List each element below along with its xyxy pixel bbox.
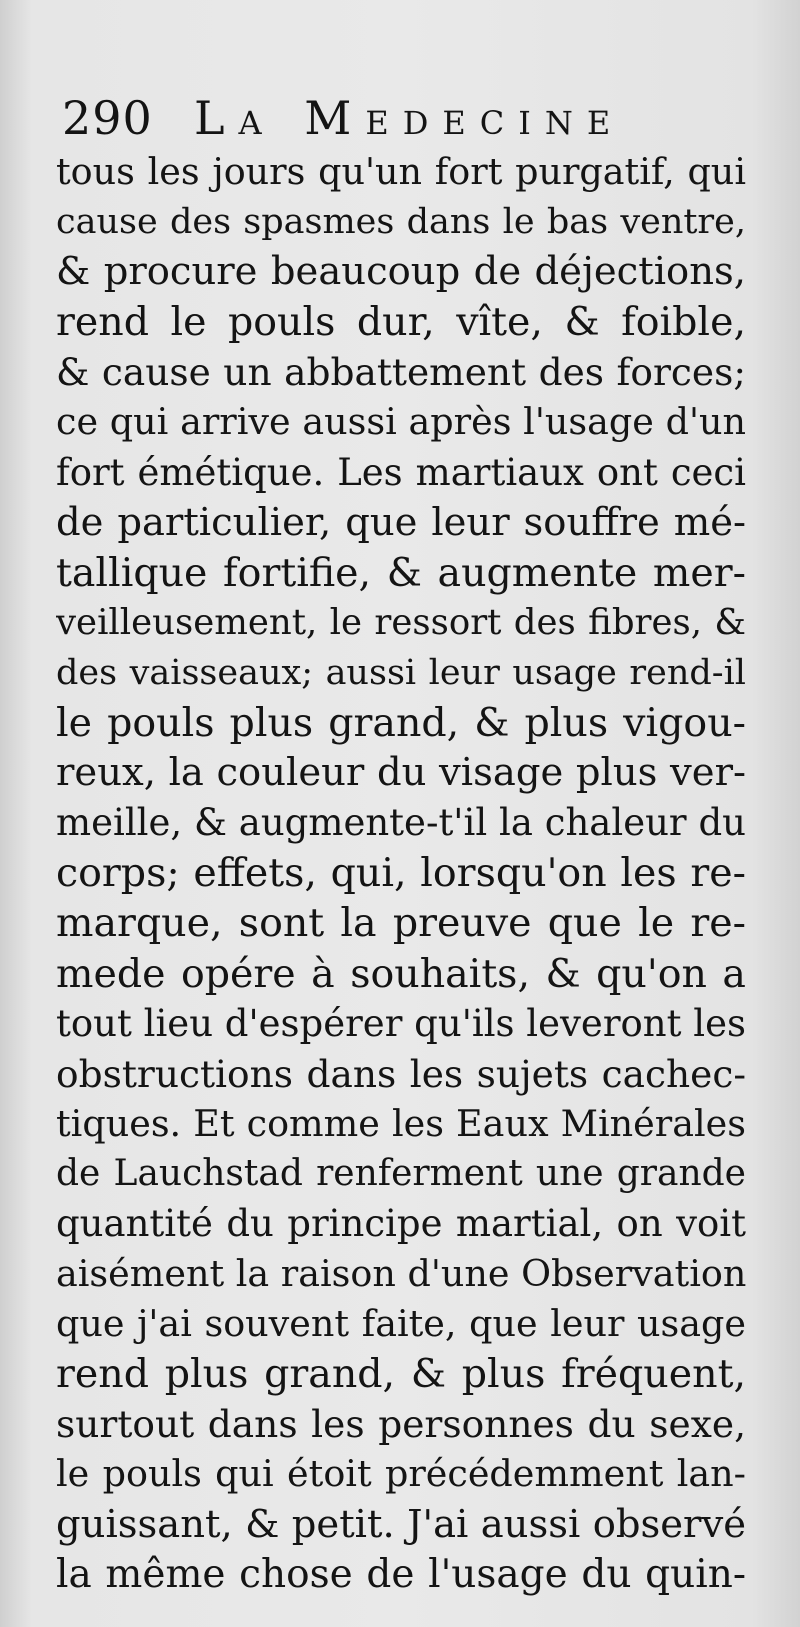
page-number: 290	[62, 91, 153, 145]
text-line: & cause un abbattement des forces;	[56, 350, 746, 395]
text-line: la même chose de l'usage du quin-	[56, 1551, 746, 1597]
text-line: corps; effets, qui, lorsqu'on les re-	[56, 850, 746, 897]
body-text	[56, 147, 746, 1600]
text-line: aisément la raison d'une Observation	[56, 1252, 746, 1296]
text-line: le pouls qui étoit précédemment lan-	[56, 1452, 746, 1496]
text-line: veilleusement, le ressort des fibres, &	[56, 601, 746, 643]
text-line: fort émétique. Les martiaux ont ceci	[56, 450, 746, 494]
text-line: de particulier, que leur souffre mé-	[56, 499, 746, 545]
text-line: mede opére à souhaits, & qu'on a	[56, 950, 746, 997]
text-line: surtout dans les personnes du sexe,	[56, 1402, 746, 1447]
text-line: le pouls plus grand, & plus vigou-	[56, 700, 746, 747]
text-line: meille, & augmente-t'il la chaleur du	[56, 801, 746, 845]
text-line: de Lauchstad renferment une grande	[56, 1152, 746, 1194]
text-line: reux, la couleur du visage plus ver-	[56, 750, 746, 796]
text-line: marque, sont la preuve que le re-	[56, 900, 746, 947]
text-line: des vaisseaux; aussi leur usage rend-il	[56, 652, 746, 693]
text-line: tous les jours qu'un fort purgatif, qui	[56, 150, 746, 193]
text-line: tallique fortifie, & augmente mer-	[56, 549, 746, 596]
text-line: tiques. Et comme les Eaux Minérales	[56, 1101, 746, 1145]
text-line: ce qui arrive aussi après l'usage d'un	[56, 400, 746, 444]
running-title: La Medecine	[194, 91, 625, 145]
text-line: obstructions dans les sujets cachec-	[56, 1051, 746, 1096]
text-line: cause des spasmes dans le bas ventre,	[56, 202, 746, 243]
text-line: rend le pouls dur, vîte, & foible,	[56, 299, 746, 346]
page-header	[62, 88, 762, 148]
text-line: quantité du principe martial, on voit	[56, 1201, 746, 1245]
text-line: tout lieu d'espérer qu'ils leveront les	[56, 1001, 746, 1045]
text-line: rend plus grand, & plus fréquent,	[56, 1351, 746, 1398]
text-line: guissant, & petit. J'ai aussi observé	[56, 1501, 746, 1547]
text-line: & procure beaucoup de déjections,	[56, 249, 746, 295]
text-line: que j'ai souvent faite, que leur usage	[56, 1302, 746, 1346]
